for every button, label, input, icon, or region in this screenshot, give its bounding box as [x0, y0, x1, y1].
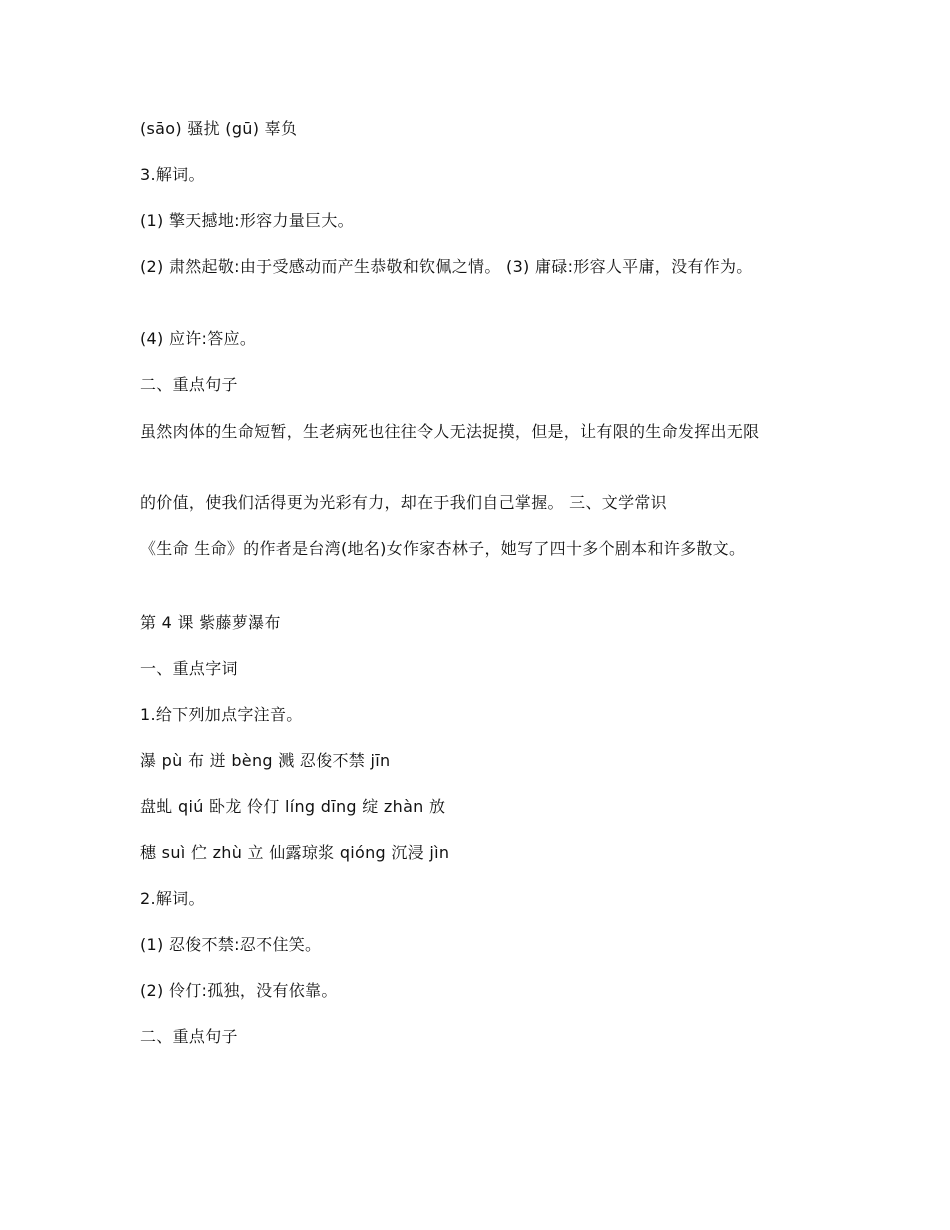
section-heading-key-words: 一、重点字词 — [140, 659, 238, 678]
pinyin-line-1: 瀑 pù 布 迸 bèng 溅 忍俊不禁 jīn — [140, 751, 391, 770]
exercise-instruction: 1.给下列加点字注音。 — [140, 705, 303, 724]
key-sentence-paragraph: 虽然肉体的生命短暂，生老病死也往往令人无法捉摸，但是，让有限的生命发挥出无限 — [140, 422, 760, 441]
definition-item-1: (1) 擎天撼地:形容力量巨大。 — [140, 211, 354, 230]
section-heading-explain-words: 3.解词。 — [140, 165, 205, 184]
literature-note: 《生命 生命》的作者是台湾(地名)女作家杏林子，她写了四十多个剧本和许多散文。 — [140, 539, 746, 558]
section-heading-key-sentences-2: 二、重点句子 — [140, 1027, 238, 1046]
definition-item-4: (4) 应许:答应。 — [140, 329, 257, 348]
pinyin-line-2: 盘虬 qiú 卧龙 伶仃 líng dīng 绽 zhàn 放 — [140, 797, 446, 816]
definition-item-2-3: (2) 肃然起敬:由于受感动而产生恭敬和钦佩之情。 (3) 庸碌:形容人平庸，没有作为。 — [140, 257, 753, 276]
definition-item-lingding: (2) 伶仃:孤独，没有依靠。 — [140, 981, 338, 1000]
pinyin-line-sao-gu: (sāo) 骚扰 (gū) 辜负 — [140, 119, 298, 138]
lesson-title: 第 4 课 紫藤萝瀑布 — [140, 613, 281, 632]
key-sentence-continuation: 的价值，使我们活得更为光彩有力，却在于我们自己掌握。 三、文学常识 — [140, 493, 667, 512]
section-heading-key-sentences: 二、重点句子 — [140, 375, 238, 394]
section-heading-explain-words-2: 2.解词。 — [140, 889, 205, 908]
pinyin-line-3: 穗 suì 伫 zhù 立 仙露琼浆 qióng 沉浸 jìn — [140, 843, 450, 862]
definition-item-renjun: (1) 忍俊不禁:忍不住笑。 — [140, 935, 322, 954]
